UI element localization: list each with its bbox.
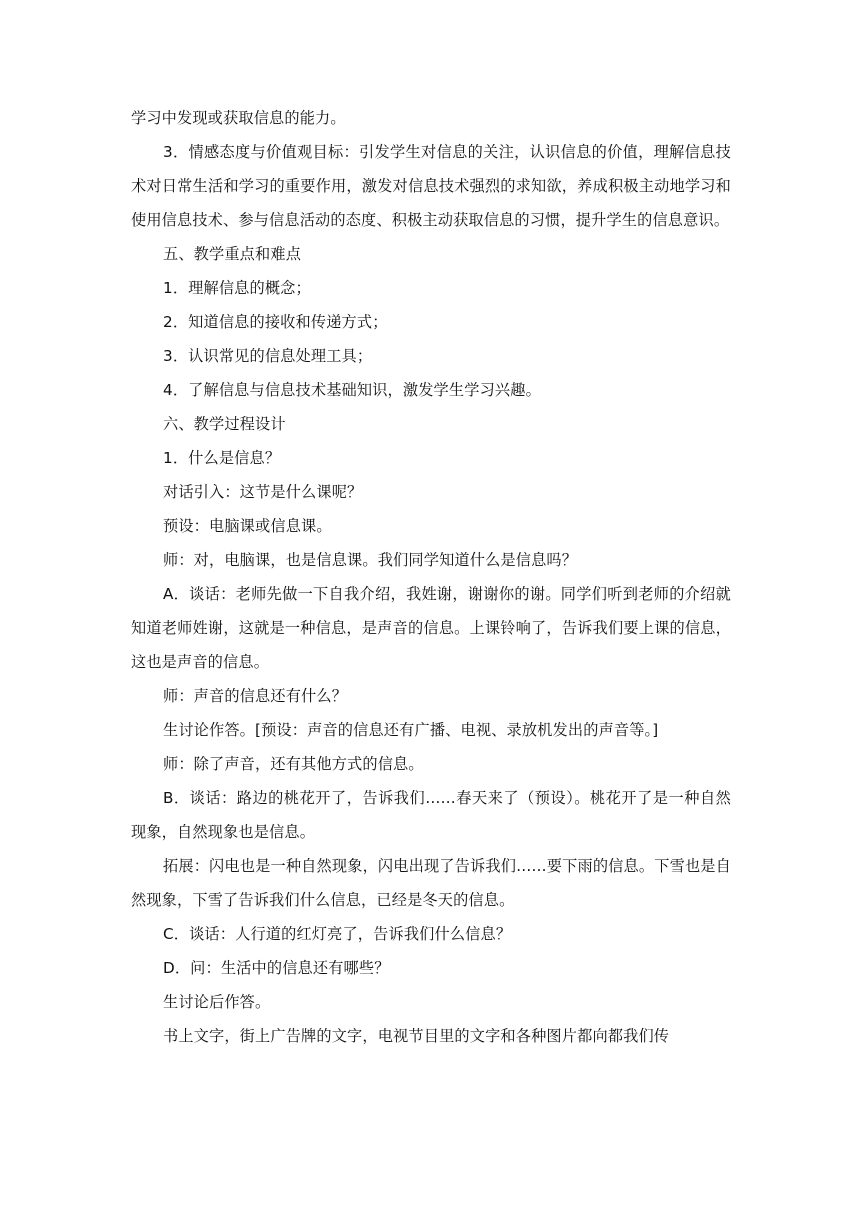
paragraph-question-d: D．问：生活中的信息还有哪些？ <box>163 959 390 977</box>
paragraph-extension: 拓展：闪电也是一种自然现象，闪电出现了告诉我们……要下雨的信息。下雪也是自然现象，下雪了告诉我们什么信息，已经是冬天的信息。 <box>131 857 731 909</box>
paragraph-teacher-other: 师：除了声音，还有其他方式的信息。 <box>163 755 424 773</box>
paragraph-teacher-question: 师：对，电脑课，也是信息课。我们同学知道什么是信息吗？ <box>163 551 578 569</box>
section-heading-6: 六、教学过程设计 <box>163 415 286 433</box>
paragraph-student-discussion: 生讨论作答。[预设：声音的信息还有广播、电视、录放机发出的声音等。] <box>163 721 659 739</box>
list-item-key-point-2: 2．知道信息的接收和传递方式； <box>163 313 388 331</box>
list-item-key-point-1: 1．理解信息的概念； <box>163 279 311 297</box>
document-body <box>131 101 731 1053</box>
list-item-key-point-3: 3．认识常见的信息处理工具； <box>163 347 373 365</box>
paragraph-continuation: 学习中发现或获取信息的能力。 <box>131 109 346 127</box>
subsection-heading-1: 1．什么是信息？ <box>163 449 281 467</box>
paragraph-talk-c: C．谈话：人行道的红灯亮了，告诉我们什么信息？ <box>163 925 512 943</box>
paragraph-preset-answer: 预设：电脑课或信息课。 <box>163 517 332 535</box>
paragraph-text-examples: 书上文字，街上广告牌的文字，电视节目里的文字和各种图片都向都我们传 <box>163 1027 670 1045</box>
paragraph-student-answer: 生讨论后作答。 <box>163 993 271 1011</box>
paragraph-teacher-sound: 师：声音的信息还有什么？ <box>163 687 348 705</box>
paragraph-objective-3: 3．情感态度与价值观目标：引发学生对信息的关注，认识信息的价值，理解信息技术对日常生活和学习的重要作用，激发对信息技术强烈的求知欲，养成积极主动地学习和使用信息技术、参与信息活动的态度、积极主动获取信息的习惯，提升学生的信息意识。 <box>131 143 731 229</box>
list-item-key-point-4: 4．了解信息与信息技术基础知识，激发学生学习兴趣。 <box>163 381 541 399</box>
paragraph-talk-a: A．谈话：老师先做一下自我介绍，我姓谢，谢谢你的谢。同学们听到老师的介绍就知道老师姓谢，这就是一种信息，是声音的信息。上课铃响了，告诉我们要上课的信息，这也是声音的信息。 <box>131 585 731 671</box>
paragraph-dialogue-intro: 对话引入：这节是什么课呢？ <box>163 483 363 501</box>
paragraph-talk-b: B．谈话：路边的桃花开了，告诉我们……春天来了（预设）。桃花开了是一种自然现象，自然现象也是信息。 <box>131 789 731 841</box>
section-heading-5: 五、教学重点和难点 <box>163 245 302 263</box>
